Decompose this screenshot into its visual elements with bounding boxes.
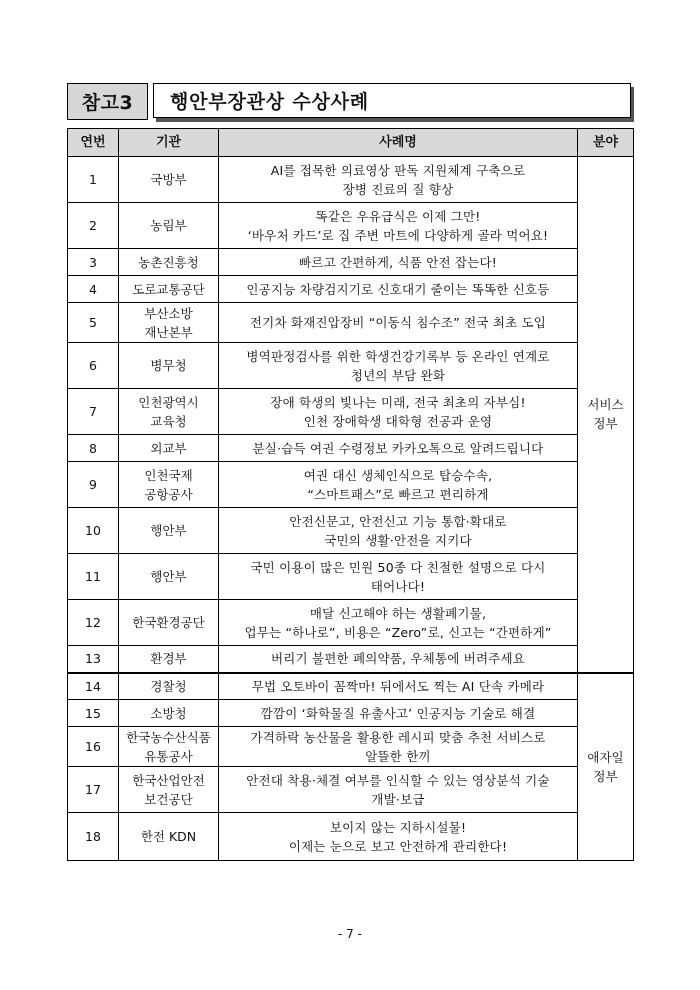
row-case-title [219, 600, 578, 646]
row-number: 6 [68, 343, 119, 389]
row-organization [119, 600, 219, 646]
case-title-line: 국민 이용이 많은 민원 50종 다 친절한 설명으로 다시 [250, 559, 546, 575]
organization-line: 도로교통공단 [132, 281, 205, 297]
row-number: 2 [68, 203, 119, 249]
case-title-line: 안전신문고, 안전신고 기능 통합·확대로 [289, 513, 507, 529]
organization-line: 한전 KDN [140, 829, 197, 844]
row-organization [119, 813, 219, 861]
organization-line: 유통공사 [144, 748, 193, 764]
table-row [68, 646, 634, 673]
table-row [68, 767, 634, 813]
case-title-line: 장병 진료의 질 향상 [342, 181, 454, 197]
organization-line: 한국산업안전 [132, 772, 205, 788]
case-title-line: “스마트패스”로 빠르고 편리하게 [307, 486, 489, 502]
row-organization [119, 303, 219, 343]
organization-line: 행안부 [150, 569, 187, 584]
row-number: 1 [68, 157, 119, 203]
table-row [68, 276, 634, 303]
row-case-title [219, 646, 578, 673]
row-case-title [219, 554, 578, 600]
row-organization [119, 462, 219, 508]
organization-line: 재난본부 [144, 324, 193, 340]
organization-line: 소방청 [150, 705, 187, 721]
col-header-org: 기관 [119, 129, 219, 157]
row-number: 13 [68, 646, 119, 673]
row-case-title [219, 157, 578, 203]
row-organization [119, 276, 219, 303]
field-line: 정부 [593, 768, 618, 784]
field-cell [578, 673, 634, 861]
row-case-title [219, 727, 578, 767]
table-row [68, 700, 634, 727]
case-title-line: 깜깜이 ‘화학물질 유출사고’ 인공지능 기술로 해결 [260, 705, 536, 721]
row-organization [119, 727, 219, 767]
table-header-row [68, 129, 634, 157]
row-organization [119, 767, 219, 813]
row-organization [119, 435, 219, 462]
row-number: 11 [68, 554, 119, 600]
case-title-line: 버리기 불편한 폐의약품, 우체통에 버려주세요 [270, 651, 526, 667]
field-cell [578, 157, 634, 673]
row-number: 9 [68, 462, 119, 508]
row-case-title [219, 462, 578, 508]
col-header-field: 분야 [578, 129, 634, 157]
field-line: 서비스 [587, 397, 624, 413]
row-case-title [219, 767, 578, 813]
row-case-title [219, 303, 578, 343]
organization-line: 한국농수산식품 [126, 729, 211, 745]
organization-line: 교육청 [150, 413, 187, 429]
case-title-line: 청년의 부담 완화 [350, 367, 446, 383]
row-case-title [219, 508, 578, 554]
row-number: 4 [68, 276, 119, 303]
row-case-title [219, 276, 578, 303]
case-title-line: 병역판정검사를 위한 학생건강기록부 등 온라인 연계로 [246, 348, 550, 364]
row-organization [119, 508, 219, 554]
row-organization [119, 157, 219, 203]
case-title-line: 보이지 않는 지하시설물! [329, 819, 467, 835]
field-line: 정부 [593, 416, 618, 432]
organization-line: 농촌진흥청 [138, 254, 199, 270]
row-number: 18 [68, 813, 119, 861]
organization-line: 외교부 [150, 440, 187, 456]
table-row [68, 203, 634, 249]
row-case-title [219, 203, 578, 249]
organization-line: 인천국제 [144, 467, 193, 483]
table-row [68, 508, 634, 554]
organization-line: 한국환경공단 [132, 615, 205, 630]
award-cases-table [67, 128, 634, 861]
organization-line: 환경부 [150, 651, 187, 667]
row-case-title [219, 343, 578, 389]
case-title-line: AI를 접목한 의료영상 판독 지원체계 구축으로 [270, 162, 526, 178]
row-number: 8 [68, 435, 119, 462]
organization-line: 인천광역시 [138, 394, 199, 410]
row-number: 5 [68, 303, 119, 343]
col-header-case: 사례명 [219, 129, 578, 157]
row-case-title [219, 673, 578, 700]
row-case-title [219, 813, 578, 861]
col-header-no: 연번 [68, 129, 119, 157]
case-title-line: 전기차 화재진압장비 “이동식 침수조” 전국 최초 도입 [249, 315, 547, 330]
case-title-line: 무법 오토바이 꼼짝마! 뒤에서도 찍는 AI 단속 카메라 [251, 678, 545, 694]
row-case-title [219, 435, 578, 462]
row-organization [119, 700, 219, 727]
row-number: 17 [68, 767, 119, 813]
page-title: 행안부장관상 수상사례 [153, 83, 631, 118]
table-row [68, 157, 634, 203]
case-title-line: 인공지능 차량검지기로 신호대기 줄이는 똑똑한 신호등 [246, 281, 550, 297]
case-title-line: 개발·보급 [371, 791, 425, 807]
case-title-line: 안전대 착용·체결 여부를 인식할 수 있는 영상분석 기술 [246, 772, 550, 788]
organization-line: 경찰청 [150, 678, 187, 694]
table-row [68, 435, 634, 462]
row-case-title [219, 249, 578, 276]
table-row [68, 600, 634, 646]
table-row [68, 813, 634, 861]
row-number: 15 [68, 700, 119, 727]
case-title-line: 국민의 생활·안전을 지키다 [324, 532, 472, 548]
row-organization [119, 249, 219, 276]
case-title-line: 이제는 눈으로 보고 안전하게 관리한다! [288, 838, 508, 854]
case-title-line: 빠르고 간편하게, 식품 안전 잡는다! [299, 254, 497, 270]
title-block [67, 83, 633, 120]
case-title-line: 업무는 “하나로”, 비용은 “Zero”로, 신고는 “간편하게” [244, 624, 552, 640]
reference-tag: 참고3 [67, 83, 148, 120]
row-case-title [219, 700, 578, 727]
row-number: 16 [68, 727, 119, 767]
organization-line: 공항공사 [144, 486, 193, 502]
case-title-line: 매달 신고해야 하는 생활폐기물, [309, 605, 487, 621]
row-organization [119, 343, 219, 389]
table-row [68, 389, 634, 435]
row-organization [119, 646, 219, 673]
case-title-line: 장애 학생의 빛나는 미래, 전국 최초의 자부심! [270, 394, 526, 410]
organization-line: 부산소방 [144, 305, 193, 321]
table-row [68, 343, 634, 389]
row-organization [119, 203, 219, 249]
row-organization [119, 554, 219, 600]
field-line: 애자일 [587, 749, 624, 765]
row-organization [119, 673, 219, 700]
row-number: 12 [68, 600, 119, 646]
row-number: 7 [68, 389, 119, 435]
case-title-line: 여권 대신 생체인식으로 탑승수속, [303, 467, 493, 483]
organization-line: 농림부 [150, 218, 187, 233]
case-title-line: 인천 장애학생 대학형 전공과 운영 [303, 413, 493, 429]
case-title-line: 태어나다! [370, 578, 426, 594]
organization-line: 국방부 [150, 172, 187, 187]
organization-line: 병무청 [150, 358, 187, 373]
row-number: 14 [68, 673, 119, 700]
organization-line: 보건공단 [144, 791, 193, 807]
row-case-title [219, 389, 578, 435]
case-title-line: ‘바우처 카드’로 집 주변 마트에 다양하게 골라 먹어요! [247, 227, 549, 243]
row-number: 3 [68, 249, 119, 276]
table-row [68, 554, 634, 600]
case-title-line: 알뜰한 한끼 [365, 748, 431, 764]
organization-line: 행안부 [150, 523, 187, 538]
row-number: 10 [68, 508, 119, 554]
case-title-line: 똑같은 우유급식은 이제 그만! [315, 208, 481, 224]
case-title-line: 분실·습득 여권 수령정보 카카오톡으로 알려드립니다 [252, 440, 544, 456]
row-organization [119, 389, 219, 435]
table-row [68, 727, 634, 767]
page-number: - 7 - [338, 927, 362, 941]
table-row [68, 249, 634, 276]
table-row [68, 303, 634, 343]
table-row [68, 462, 634, 508]
table-row [68, 673, 634, 700]
case-title-line: 가격하락 농산물을 활용한 레시피 맞춤 추천 서비스로 [250, 729, 546, 745]
